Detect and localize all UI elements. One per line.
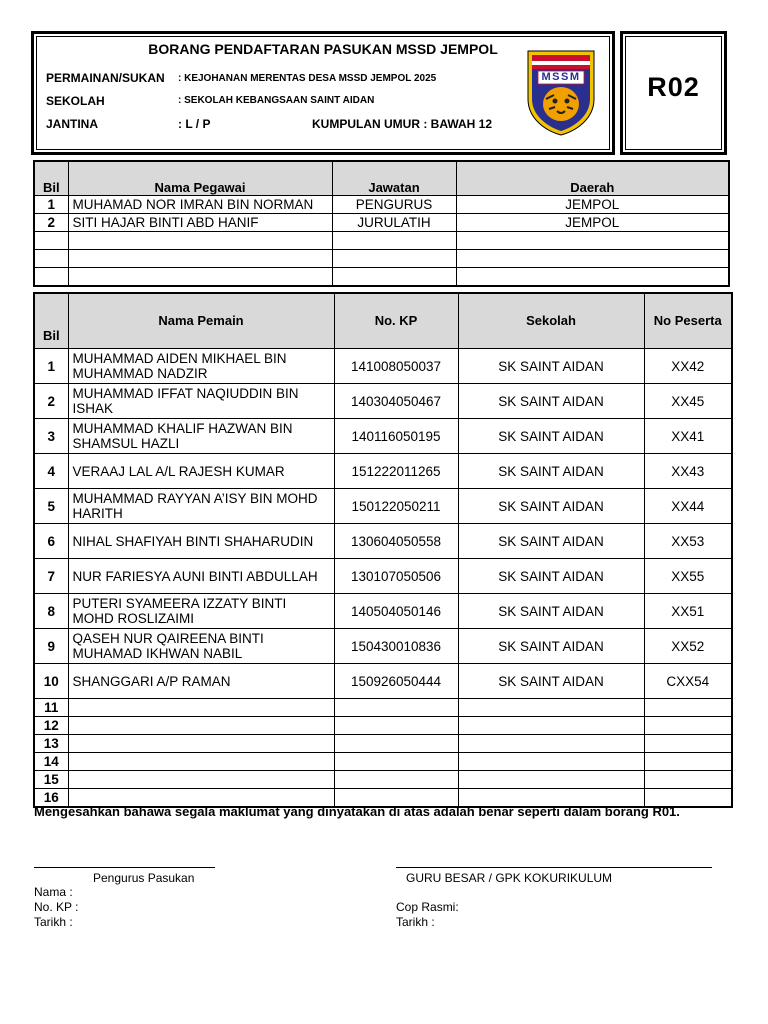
right-signature-title: GURU BESAR / GPK KOKURIKULUM [406, 871, 613, 885]
cell-no-kp: 140304050467 [334, 384, 458, 419]
cell-sekolah: SK SAINT AIDAN [458, 594, 644, 629]
cell-nama-pemain [68, 717, 334, 735]
cell-bil [34, 232, 68, 250]
cell-no-kp: 151222011265 [334, 454, 458, 489]
table-row [34, 771, 732, 789]
cell-bil: 16 [34, 789, 68, 808]
cell-bil: 8 [34, 594, 68, 629]
cell-no-peserta: XX41 [644, 419, 732, 454]
left-signature-line [34, 867, 215, 868]
cell-bil: 5 [34, 489, 68, 524]
officials-header-row [34, 161, 729, 196]
cell-nama-pemain: NUR FARIESYA AUNI BINTI ABDULLAH [68, 559, 334, 594]
cell-bil: 4 [34, 454, 68, 489]
cell-nama-pemain: VERAAJ LAL A/L RAJESH KUMAR [68, 454, 334, 489]
cell-daerah [456, 232, 729, 250]
cell-bil: 14 [34, 753, 68, 771]
cell-no-peserta [644, 771, 732, 789]
header-no-peserta: No Peserta [644, 293, 732, 349]
cell-sekolah: SK SAINT AIDAN [458, 454, 644, 489]
cell-no-peserta: XX43 [644, 454, 732, 489]
header-sekolah: Sekolah [458, 293, 644, 349]
officials-table [33, 160, 730, 287]
table-row [34, 753, 732, 771]
cell-no-kp: 140504050146 [334, 594, 458, 629]
cell-bil: 15 [34, 771, 68, 789]
cell-sekolah [458, 735, 644, 753]
cell-no-peserta: XX52 [644, 629, 732, 664]
table-row [34, 454, 732, 489]
jantina-value: : L / P [178, 117, 211, 131]
sekolah-label: SEKOLAH [46, 94, 105, 108]
confirmation-statement: Mengesahkan bahawa segala maklumat yang dinyatakan di atas adalah benar seperti dalam borang R01. [34, 804, 680, 819]
cell-no-kp: 141008050037 [334, 349, 458, 384]
cell-bil: 13 [34, 735, 68, 753]
kumpulan-umur: KUMPULAN UMUR : BAWAH 12 [312, 117, 492, 131]
cell-bil: 1 [34, 196, 68, 214]
cell-nama: MUHAMAD NOR IMRAN BIN NORMAN [68, 196, 332, 214]
cell-no-kp: 150926050444 [334, 664, 458, 699]
cell-bil: 9 [34, 629, 68, 664]
header-nama-pegawai: Nama Pegawai [68, 161, 332, 196]
cell-nama-pemain [68, 771, 334, 789]
logo-text: MSSM [541, 71, 581, 83]
cell-bil: 1 [34, 349, 68, 384]
cell-bil: 2 [34, 384, 68, 419]
header-no-kp: No. KP [334, 293, 458, 349]
cell-jawatan [332, 232, 456, 250]
cell-sekolah: SK SAINT AIDAN [458, 629, 644, 664]
cell-no-peserta [644, 735, 732, 753]
cell-jawatan: JURULATIH [332, 214, 456, 232]
table-row [34, 524, 732, 559]
table-row [34, 196, 729, 214]
table-row [34, 699, 732, 717]
cell-nama-pemain [68, 699, 334, 717]
header-bil: Bil [34, 161, 68, 196]
cell-bil: 6 [34, 524, 68, 559]
table-row [34, 214, 729, 232]
cell-nama-pemain: MUHAMMAD IFFAT NAQIUDDIN BIN ISHAK [68, 384, 334, 419]
cell-nama-pemain: MUHAMMAD KHALIF HAZWAN BIN SHAMSUL HAZLI [68, 419, 334, 454]
cell-nama-pemain: QASEH NUR QAIREENA BINTI MUHAMAD IKHWAN NABIL [68, 629, 334, 664]
table-row [34, 559, 732, 594]
cell-nama-pemain [68, 753, 334, 771]
cell-sekolah: SK SAINT AIDAN [458, 524, 644, 559]
table-row [34, 735, 732, 753]
cell-bil: 3 [34, 419, 68, 454]
cell-jawatan [332, 268, 456, 287]
permainan-label: PERMAINAN/SUKAN [46, 71, 165, 85]
cop-rasmi-label: Cop Rasmi: [396, 900, 459, 914]
cell-daerah [456, 268, 729, 287]
cell-sekolah [458, 753, 644, 771]
cell-nama [68, 250, 332, 268]
cell-no-kp [334, 771, 458, 789]
cell-no-kp: 140116050195 [334, 419, 458, 454]
cell-no-kp [334, 753, 458, 771]
table-row [34, 717, 732, 735]
cell-sekolah: SK SAINT AIDAN [458, 384, 644, 419]
cell-sekolah: SK SAINT AIDAN [458, 349, 644, 384]
cell-bil [34, 250, 68, 268]
table-row [34, 664, 732, 699]
header-daerah: Daerah [456, 161, 729, 196]
cell-no-peserta: XX55 [644, 559, 732, 594]
nama-label: Nama : [34, 885, 73, 899]
header-jawatan: Jawatan [332, 161, 456, 196]
cell-no-kp [334, 717, 458, 735]
tarikh-label-left: Tarikh : [34, 915, 73, 929]
table-row [34, 384, 732, 419]
table-row [34, 489, 732, 524]
cell-no-kp: 130107050506 [334, 559, 458, 594]
cell-sekolah: SK SAINT AIDAN [458, 489, 644, 524]
cell-no-peserta: XX44 [644, 489, 732, 524]
cell-no-kp: 130604050558 [334, 524, 458, 559]
table-row [34, 232, 729, 250]
players-table [33, 292, 733, 808]
cell-daerah [456, 250, 729, 268]
cell-no-kp: 150122050211 [334, 489, 458, 524]
cell-jawatan [332, 250, 456, 268]
table-row [34, 268, 729, 287]
table-row [34, 349, 732, 384]
table-row [34, 594, 732, 629]
cell-daerah: JEMPOL [456, 214, 729, 232]
cell-nama: SITI HAJAR BINTI ABD HANIF [68, 214, 332, 232]
cell-no-kp: 150430010836 [334, 629, 458, 664]
cell-no-peserta [644, 717, 732, 735]
cell-no-peserta: XX42 [644, 349, 732, 384]
cell-no-peserta [644, 753, 732, 771]
form-title: BORANG PENDAFTARAN PASUKAN MSSD JEMPOL [148, 41, 498, 57]
cell-nama-pemain: PUTERI SYAMEERA IZZATY BINTI MOHD ROSLIZAIMI [68, 594, 334, 629]
cell-no-peserta: CXX54 [644, 664, 732, 699]
permainan-value: : KEJOHANAN MERENTAS DESA MSSD JEMPOL 2025 [178, 73, 437, 84]
cell-no-peserta [644, 699, 732, 717]
cell-no-peserta: XX51 [644, 594, 732, 629]
cell-sekolah [458, 699, 644, 717]
tarikh-label-right: Tarikh : [396, 915, 435, 929]
cell-daerah: JEMPOL [456, 196, 729, 214]
cell-no-kp [334, 735, 458, 753]
header-bil: Bil [34, 293, 68, 349]
table-row [34, 629, 732, 664]
cell-nama [68, 232, 332, 250]
cell-bil: 12 [34, 717, 68, 735]
cell-bil: 7 [34, 559, 68, 594]
cell-sekolah: SK SAINT AIDAN [458, 559, 644, 594]
right-signature-line [396, 867, 712, 868]
cell-sekolah [458, 771, 644, 789]
players-header-row [34, 293, 732, 349]
cell-bil [34, 268, 68, 287]
cell-no-kp [334, 699, 458, 717]
form-code: R02 [647, 72, 700, 102]
cell-sekolah [458, 717, 644, 735]
cell-sekolah: SK SAINT AIDAN [458, 419, 644, 454]
cell-nama-pemain: NIHAL SHAFIYAH BINTI SHAHARUDIN [68, 524, 334, 559]
cell-bil: 10 [34, 664, 68, 699]
table-row [34, 419, 732, 454]
cell-jawatan: PENGURUS [332, 196, 456, 214]
cell-nama [68, 268, 332, 287]
table-row [34, 250, 729, 268]
cell-bil: 2 [34, 214, 68, 232]
header-nama-pemain: Nama Pemain [68, 293, 334, 349]
cell-nama-pemain: MUHAMMAD AIDEN MIKHAEL BIN MUHAMMAD NADZIR [68, 349, 334, 384]
tiger-shield-logo-icon [524, 49, 598, 137]
cell-no-peserta: XX45 [644, 384, 732, 419]
sekolah-value: : SEKOLAH KEBANGSAAN SAINT AIDAN [178, 95, 375, 106]
nokp-label: No. KP : [34, 900, 79, 914]
jantina-label: JANTINA [46, 117, 99, 131]
left-signature-title: Pengurus Pasukan [93, 871, 195, 885]
cell-no-peserta: XX53 [644, 524, 732, 559]
cell-nama-pemain: MUHAMMAD RAYYAN A’ISY BIN MOHD HARITH [68, 489, 334, 524]
cell-nama-pemain [68, 735, 334, 753]
cell-sekolah: SK SAINT AIDAN [458, 664, 644, 699]
cell-bil: 11 [34, 699, 68, 717]
cell-nama-pemain: SHANGGARI A/P RAMAN [68, 664, 334, 699]
